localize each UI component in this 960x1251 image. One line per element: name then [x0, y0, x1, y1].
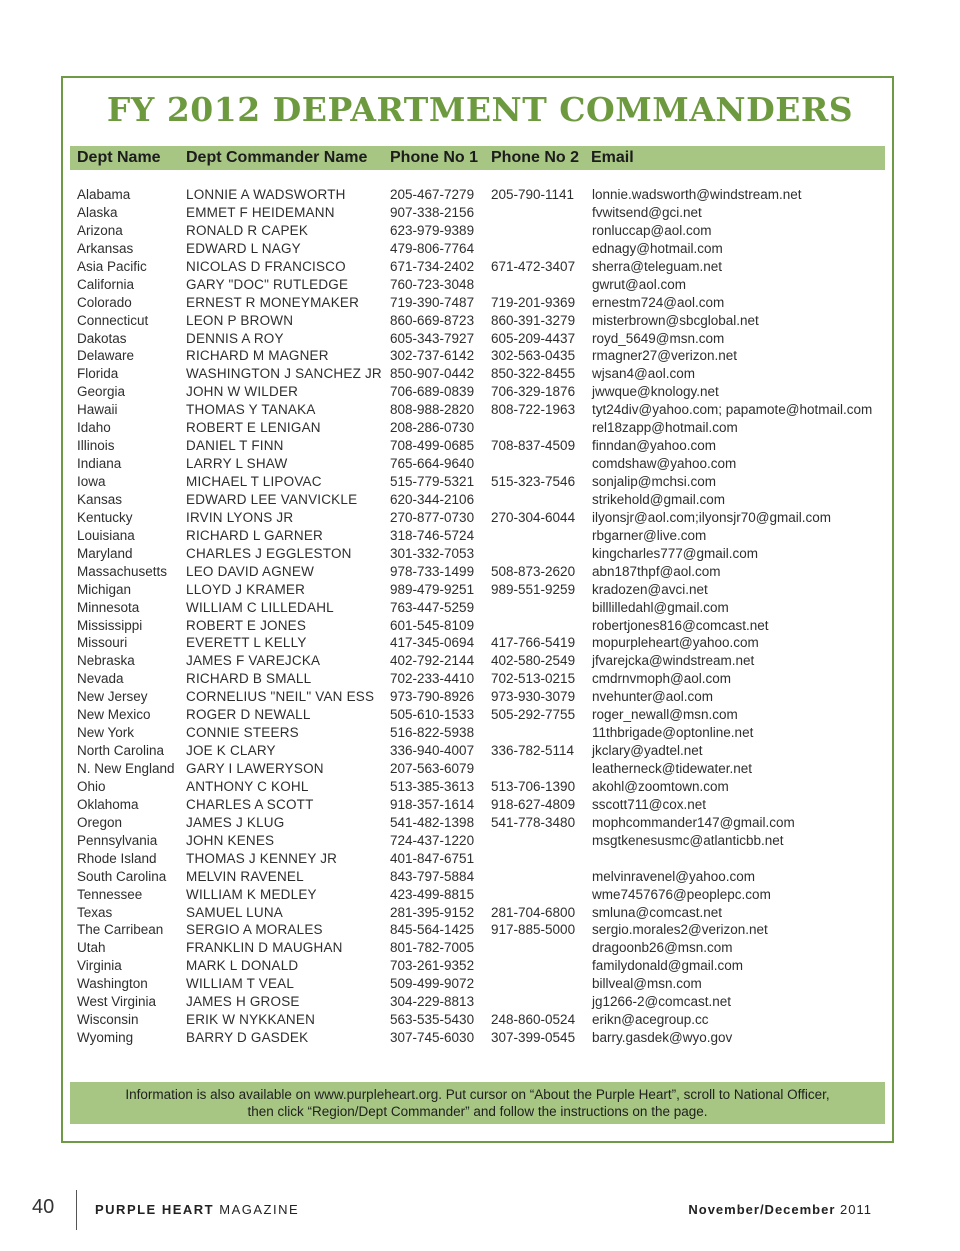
- table-row: [0, 814, 960, 832]
- commander-name: BARRY D GASDEK: [186, 1030, 309, 1046]
- commander-name: ROBERT E JONES: [186, 617, 307, 633]
- table-row: [0, 724, 960, 742]
- email[interactable]: sonjalip@mchsi.com: [592, 474, 716, 489]
- email[interactable]: robertjones816@comcast.net: [592, 617, 769, 633]
- table-row: [0, 634, 960, 652]
- dept-name: Texas: [77, 904, 113, 920]
- phone-1: 724-437-1220: [390, 832, 475, 848]
- email[interactable]: ronluccap@aol.com: [592, 222, 712, 238]
- column-header-email: Email: [591, 149, 634, 166]
- commander-name: LARRY L SHAW: [186, 456, 288, 472]
- phone-1: 850-907-0442: [390, 366, 475, 382]
- column-header-dept: Dept Name: [77, 149, 161, 166]
- commander-name: WILLIAM T VEAL: [186, 976, 295, 992]
- commander-name: JAMES H GROSE: [186, 994, 300, 1010]
- table-row: [0, 509, 960, 527]
- phone-1: 620-344-2106: [390, 491, 475, 507]
- phone-2: 719-201-9369: [491, 294, 576, 310]
- table-row: [0, 419, 960, 437]
- phone-1: 706-689-0839: [390, 384, 475, 400]
- phone-2: 708-837-4509: [491, 438, 576, 454]
- commander-name: EMMET F HEIDEMANN: [186, 204, 335, 220]
- phone-1: 918-357-1614: [390, 796, 475, 812]
- phone-1: 978-733-1499: [390, 563, 475, 579]
- table-header: [70, 146, 885, 170]
- dept-name: South Carolina: [77, 868, 167, 884]
- commander-name: JAMES F VAREJCKA: [186, 653, 321, 669]
- email[interactable]: wjsan4@aol.com: [592, 366, 695, 382]
- email[interactable]: abn187thpf@aol.com: [592, 563, 721, 579]
- email[interactable]: nvehunter@aol.com: [592, 689, 714, 705]
- email[interactable]: tyt24div@yahoo.com; papamote@hotmail.com: [592, 402, 873, 418]
- commander-name: LONNIE A WADSWORTH: [186, 187, 346, 202]
- email[interactable]: strikehold@gmail.com: [592, 491, 725, 507]
- commander-name: RICHARD L GARNER: [186, 527, 323, 543]
- commander-table-body: [0, 186, 960, 1047]
- email[interactable]: ednagy@hotmail.com: [592, 240, 723, 256]
- dept-name: Rhode Island: [77, 850, 157, 866]
- phone-2: 850-322-8455: [491, 366, 576, 382]
- table-row: [0, 581, 960, 599]
- table-row: [0, 975, 960, 993]
- email[interactable]: rbgarner@live.com: [592, 527, 707, 543]
- commander-name: THOMAS Y TANAKA: [186, 402, 316, 418]
- dept-name: Mississippi: [77, 617, 143, 633]
- table-row: [0, 473, 960, 491]
- commander-name: LLOYD J KRAMER: [186, 581, 306, 597]
- commander-name: RICHARD B SMALL: [186, 671, 312, 687]
- phone-1: 270-877-0730: [390, 509, 475, 525]
- dept-name: West Virginia: [77, 994, 157, 1010]
- dept-name: Nebraska: [77, 653, 135, 669]
- table-row: [0, 868, 960, 886]
- table-row: [0, 706, 960, 724]
- column-header-name: Dept Commander Name: [186, 149, 368, 166]
- dept-name: Delaware: [77, 348, 135, 364]
- table-row: [0, 904, 960, 922]
- table-row: [0, 617, 960, 635]
- commander-name: JOHN W WILDER: [186, 384, 299, 400]
- table-row: [0, 957, 960, 975]
- phone-1: 336-940-4007: [390, 743, 475, 759]
- commander-name: JAMES J KLUG: [186, 814, 285, 830]
- table-row: [0, 1011, 960, 1029]
- phone-2: 505-292-7755: [491, 707, 576, 723]
- phone-1: 671-734-2402: [390, 258, 475, 274]
- phone-1: 845-564-1425: [390, 922, 475, 938]
- table-row: [0, 563, 960, 581]
- commander-name: RONALD R CAPEK: [186, 222, 309, 238]
- table-row: [0, 688, 960, 706]
- email[interactable]: misterbrown@sbcglobal.net: [592, 312, 759, 328]
- table-row: [0, 545, 960, 563]
- table-row: [0, 760, 960, 778]
- table-row: [0, 778, 960, 796]
- table-row: [0, 939, 960, 957]
- email[interactable]: finndan@yahoo.com: [592, 438, 717, 454]
- email[interactable]: leatherneck@tidewater.net: [592, 761, 753, 776]
- table-row: [0, 491, 960, 509]
- phone-1: 479-806-7764: [390, 240, 475, 256]
- phone-1: 601-545-8109: [390, 617, 475, 633]
- table-row: [0, 330, 960, 348]
- dept-name: Pennsylvania: [77, 832, 158, 848]
- phone-2: 989-551-9259: [491, 581, 576, 597]
- table-row: [0, 993, 960, 1011]
- dept-name: Idaho: [77, 420, 111, 436]
- phone-2: 248-860-0524: [491, 1012, 576, 1028]
- table-row: [0, 186, 960, 204]
- phone-1: 509-499-9072: [390, 976, 475, 992]
- commander-name: LEO DAVID AGNEW: [186, 563, 315, 579]
- commander-name: WASHINGTON J SANCHEZ JR: [186, 366, 382, 382]
- table-row: [0, 240, 960, 258]
- dept-name: Utah: [77, 940, 106, 956]
- phone-1: 760-723-3048: [390, 276, 475, 292]
- dept-name: Virginia: [77, 958, 122, 974]
- commander-name: THOMAS J KENNEY JR: [186, 850, 338, 866]
- phone-2: 270-304-6044: [491, 509, 576, 525]
- dept-name: Connecticut: [77, 312, 149, 328]
- commander-name: SAMUEL LUNA: [186, 904, 283, 920]
- dept-name: New York: [77, 725, 135, 741]
- email[interactable]: billveal@msn.com: [592, 976, 702, 992]
- phone-1: 515-779-5321: [390, 474, 475, 489]
- phone-1: 708-499-0685: [390, 438, 475, 454]
- dept-name: Georgia: [77, 384, 126, 400]
- email[interactable]: barry.gasdek@wyo.gov: [592, 1030, 733, 1046]
- email[interactable]: jfvarejcka@windstream.net: [592, 653, 755, 669]
- table-row: [0, 1029, 960, 1047]
- table-row: [0, 401, 960, 419]
- email[interactable]: rel18zapp@hotmail.com: [592, 420, 738, 436]
- dept-name: Maryland: [77, 545, 133, 561]
- email[interactable]: rmagner27@verizon.net: [592, 348, 738, 364]
- email[interactable]: cmdrnvmoph@aol.com: [592, 671, 732, 687]
- commander-name: GARY "DOC" RUTLEDGE: [186, 276, 349, 292]
- table-row: [0, 742, 960, 760]
- email[interactable]: 11thbrigade@optonline.net: [592, 725, 754, 741]
- email[interactable]: roger_newall@msn.com: [592, 707, 738, 723]
- dept-name: Oklahoma: [77, 796, 139, 812]
- commander-name: CONNIE STEERS: [186, 725, 299, 741]
- info-line-2: then click “Region/Dept Commander” and follow the instructions on the page.: [247, 1104, 708, 1119]
- email[interactable]: fvwitsend@gci.net: [592, 204, 702, 220]
- commander-name: MARK L DONALD: [186, 958, 299, 974]
- commander-name: ROGER D NEWALL: [186, 707, 311, 723]
- commander-name: JOE K CLARY: [186, 743, 276, 759]
- commander-name: ERIK W NYKKANEN: [186, 1012, 316, 1028]
- email[interactable]: royd_5649@msn.com: [592, 330, 725, 346]
- phone-2: 205-790-1141: [491, 187, 575, 202]
- dept-name: Florida: [77, 366, 119, 382]
- phone-1: 763-447-5259: [390, 599, 475, 615]
- phone-1: 417-345-0694: [390, 635, 475, 651]
- dept-name: Colorado: [77, 294, 132, 310]
- dept-name: Dakotas: [77, 330, 127, 346]
- phone-1: 989-479-9251: [390, 581, 475, 597]
- phone-2: 336-782-5114: [491, 743, 575, 759]
- commander-name: ANTHONY C KOHL: [186, 778, 309, 794]
- dept-name: Missouri: [77, 635, 128, 651]
- email[interactable]: kingcharles777@gmail.com: [592, 545, 759, 561]
- phone-1: 907-338-2156: [390, 204, 475, 220]
- table-row: [0, 365, 960, 383]
- phone-1: 505-610-1533: [390, 707, 475, 723]
- email[interactable]: ilyonsjr@aol.com;ilyonsjr70@gmail.com: [592, 509, 831, 525]
- phone-1: 801-782-7005: [390, 940, 475, 956]
- dept-name: Wyoming: [77, 1030, 134, 1046]
- dept-name: Hawaii: [77, 402, 118, 418]
- phone-2: 973-930-3079: [491, 689, 576, 705]
- commander-name: ROBERT E LENIGAN: [186, 420, 321, 436]
- phone-2: 706-329-1876: [491, 384, 576, 400]
- table-row: [0, 832, 960, 850]
- dept-name: New Mexico: [77, 707, 151, 723]
- magazine-name-bold: PURPLE HEART: [95, 1202, 215, 1217]
- table-row: [0, 886, 960, 904]
- phone-1: 207-563-6079: [390, 761, 475, 776]
- dept-name: North Carolina: [77, 743, 165, 759]
- phone-1: 703-261-9352: [390, 958, 475, 974]
- commander-name: CHARLES A SCOTT: [186, 796, 314, 812]
- email[interactable]: wme7457676@peoplepc.com: [592, 886, 771, 902]
- table-row: [0, 383, 960, 401]
- phone-2: 918-627-4809: [491, 796, 576, 812]
- dept-name: Alaska: [77, 204, 118, 220]
- commander-name: RICHARD M MAGNER: [186, 348, 329, 364]
- commander-name: MICHAEL T LIPOVAC: [186, 474, 322, 489]
- email[interactable]: familydonald@gmail.com: [592, 958, 744, 974]
- phone-1: 605-343-7927: [390, 330, 475, 346]
- dept-name: Wisconsin: [77, 1012, 139, 1028]
- commander-name: WILLIAM K MEDLEY: [186, 886, 317, 902]
- dept-name: Arizona: [77, 222, 123, 238]
- dept-name: Indiana: [77, 456, 122, 472]
- dept-name: Nevada: [77, 671, 124, 687]
- table-row: [0, 258, 960, 276]
- commander-name: FRANKLIN D MAUGHAN: [186, 940, 343, 956]
- dept-name: Illinois: [77, 438, 115, 454]
- dept-name: Ohio: [77, 778, 106, 794]
- email[interactable]: ernestm724@aol.com: [592, 294, 725, 310]
- dept-name: Minnesota: [77, 599, 140, 615]
- dept-name: Kentucky: [77, 509, 133, 525]
- commander-name: CHARLES J EGGLESTON: [186, 545, 352, 561]
- phone-2: 702-513-0215: [491, 671, 576, 687]
- issue-year: 2011: [835, 1202, 872, 1217]
- issue-month: November/December: [688, 1202, 836, 1217]
- commander-name: EDWARD LEE VANVICKLE: [186, 491, 358, 507]
- page-title: FY 2012 DEPARTMENT COMMANDERS: [106, 90, 854, 129]
- phone-2: 541-778-3480: [491, 814, 576, 830]
- email[interactable]: billlilledahl@gmail.com: [592, 599, 729, 615]
- table-row: [0, 850, 960, 868]
- phone-1: 302-737-6142: [390, 348, 475, 364]
- commander-name: GARY I LAWERYSON: [186, 761, 324, 776]
- phone-1: 808-988-2820: [390, 402, 475, 418]
- phone-2: 508-873-2620: [491, 563, 576, 579]
- dept-name: Asia Pacific: [77, 258, 147, 274]
- phone-1: 423-499-8815: [390, 886, 475, 902]
- footer-divider: [76, 1190, 77, 1230]
- phone-1: 401-847-6751: [390, 850, 475, 866]
- table-row: [0, 276, 960, 294]
- phone-2: 671-472-3407: [491, 258, 576, 274]
- email[interactable]: jkclary@yadtel.net: [592, 743, 703, 759]
- commander-name: LEON P BROWN: [186, 312, 294, 328]
- magazine-name-rest: MAGAZINE: [214, 1202, 300, 1217]
- magazine-name: [95, 1202, 299, 1217]
- phone-2: 417-766-5419: [491, 635, 576, 651]
- table-row: [0, 921, 960, 939]
- email[interactable]: dragoonb26@msn.com: [592, 940, 733, 956]
- page-number: 40: [32, 1196, 55, 1218]
- table-row: [0, 455, 960, 473]
- table-row: [0, 437, 960, 455]
- phone-1: 516-822-5938: [390, 725, 475, 741]
- phone-1: 973-790-8926: [390, 689, 475, 705]
- email[interactable]: sherra@teleguam.net: [592, 258, 723, 274]
- phone-1: 719-390-7487: [390, 294, 475, 310]
- commander-name: MELVIN RAVENEL: [186, 868, 304, 884]
- phone-1: 281-395-9152: [390, 904, 475, 920]
- dept-name: The Carribean: [77, 922, 164, 938]
- email[interactable]: erikn@acegroup.cc: [592, 1012, 709, 1028]
- dept-name: Washington: [77, 976, 148, 992]
- commander-name: ERNEST R MONEYMAKER: [186, 294, 360, 310]
- info-line-1: Information is also available on www.purpleheart.org. Put cursor on “About the Purple Heart”, scroll to National Officer,: [125, 1087, 830, 1102]
- commander-name: SERGIO A MORALES: [186, 922, 323, 938]
- email[interactable]: mophcommander147@gmail.com: [592, 814, 795, 830]
- dept-name: Tennessee: [77, 886, 143, 902]
- email[interactable]: jwwque@knology.net: [592, 384, 719, 400]
- phone-2: 808-722-1963: [491, 402, 576, 418]
- commander-name: WILLIAM C LILLEDAHL: [186, 599, 334, 615]
- table-row: [0, 204, 960, 222]
- email[interactable]: msgtkenesusmc@atlanticbb.net: [592, 832, 784, 848]
- dept-name: California: [77, 276, 135, 292]
- commander-name: DENNIS A ROY: [186, 330, 284, 346]
- table-row: [0, 294, 960, 312]
- phone-1: 702-233-4410: [390, 671, 475, 687]
- email[interactable]: mopurpleheart@yahoo.com: [592, 635, 759, 651]
- dept-name: N. New England: [77, 761, 175, 776]
- email[interactable]: comdshaw@yahoo.com: [592, 456, 737, 472]
- commander-name: EVERETT L KELLY: [186, 635, 307, 651]
- dept-name: Michigan: [77, 581, 132, 597]
- phone-1: 208-286-0730: [390, 420, 475, 436]
- phone-2: 605-209-4437: [491, 330, 576, 346]
- commander-name: JOHN KENES: [186, 832, 275, 848]
- phone-2: 860-391-3279: [491, 312, 576, 328]
- table-row: [0, 347, 960, 365]
- email[interactable]: kradozen@avci.net: [592, 581, 708, 597]
- email[interactable]: sscott711@cox.net: [592, 796, 707, 812]
- dept-name: Iowa: [77, 474, 106, 489]
- phone-1: 623-979-9389: [390, 222, 475, 238]
- dept-name: Oregon: [77, 814, 123, 830]
- commander-name: EDWARD L NAGY: [186, 240, 301, 256]
- commander-name: IRVIN LYONS JR: [186, 509, 294, 525]
- dept-name: Massachusetts: [77, 563, 168, 579]
- phone-1: 765-664-9640: [390, 456, 475, 472]
- phone-2: 513-706-1390: [491, 778, 576, 794]
- dept-name: Alabama: [77, 187, 131, 202]
- phone-1: 843-797-5884: [390, 868, 475, 884]
- phone-1: 318-746-5724: [390, 527, 475, 543]
- table-row: [0, 796, 960, 814]
- email[interactable]: smluna@comcast.net: [592, 904, 723, 920]
- column-header-phone1: Phone No 1: [390, 149, 479, 166]
- phone-1: 541-482-1398: [390, 814, 475, 830]
- email[interactable]: sergio.morales2@verizon.net: [592, 922, 768, 938]
- phone-1: 205-467-7279: [390, 187, 475, 202]
- phone-2: 302-563-0435: [491, 348, 576, 364]
- phone-2: 515-323-7546: [491, 474, 576, 489]
- phone-1: 513-385-3613: [390, 778, 475, 794]
- phone-2: 402-580-2549: [491, 653, 576, 669]
- dept-name: New Jersey: [77, 689, 148, 705]
- info-note: [70, 1082, 885, 1124]
- phone-1: 402-792-2144: [390, 653, 475, 669]
- column-header-phone2: Phone No 2: [491, 149, 580, 166]
- phone-1: 563-535-5430: [390, 1012, 475, 1028]
- email[interactable]: akohl@zoomtown.com: [592, 778, 729, 794]
- table-row: [0, 222, 960, 240]
- email[interactable]: gwrut@aol.com: [592, 276, 686, 292]
- phone-1: 304-229-8813: [390, 994, 475, 1010]
- table-row: [0, 670, 960, 688]
- commander-name: CORNELIUS "NEIL" VAN ESS: [186, 689, 375, 705]
- phone-1: 307-745-6030: [390, 1030, 475, 1046]
- table-row: [0, 599, 960, 617]
- table-row: [0, 312, 960, 330]
- commander-name: NICOLAS D FRANCISCO: [186, 258, 346, 274]
- issue-date: [688, 1202, 872, 1217]
- phone-1: 301-332-7053: [390, 545, 475, 561]
- email[interactable]: lonnie.wadsworth@windstream.net: [592, 187, 802, 202]
- phone-2: 917-885-5000: [491, 922, 576, 938]
- email[interactable]: melvinravenel@yahoo.com: [592, 868, 756, 884]
- email[interactable]: jg1266-2@comcast.net: [592, 994, 732, 1010]
- phone-2: 307-399-0545: [491, 1030, 576, 1046]
- dept-name: Arkansas: [77, 240, 134, 256]
- commander-name: DANIEL T FINN: [186, 438, 284, 454]
- dept-name: Kansas: [77, 491, 123, 507]
- table-row: [0, 527, 960, 545]
- phone-2: 281-704-6800: [491, 904, 576, 920]
- phone-1: 860-669-8723: [390, 312, 475, 328]
- dept-name: Louisiana: [77, 527, 135, 543]
- table-row: [0, 652, 960, 670]
